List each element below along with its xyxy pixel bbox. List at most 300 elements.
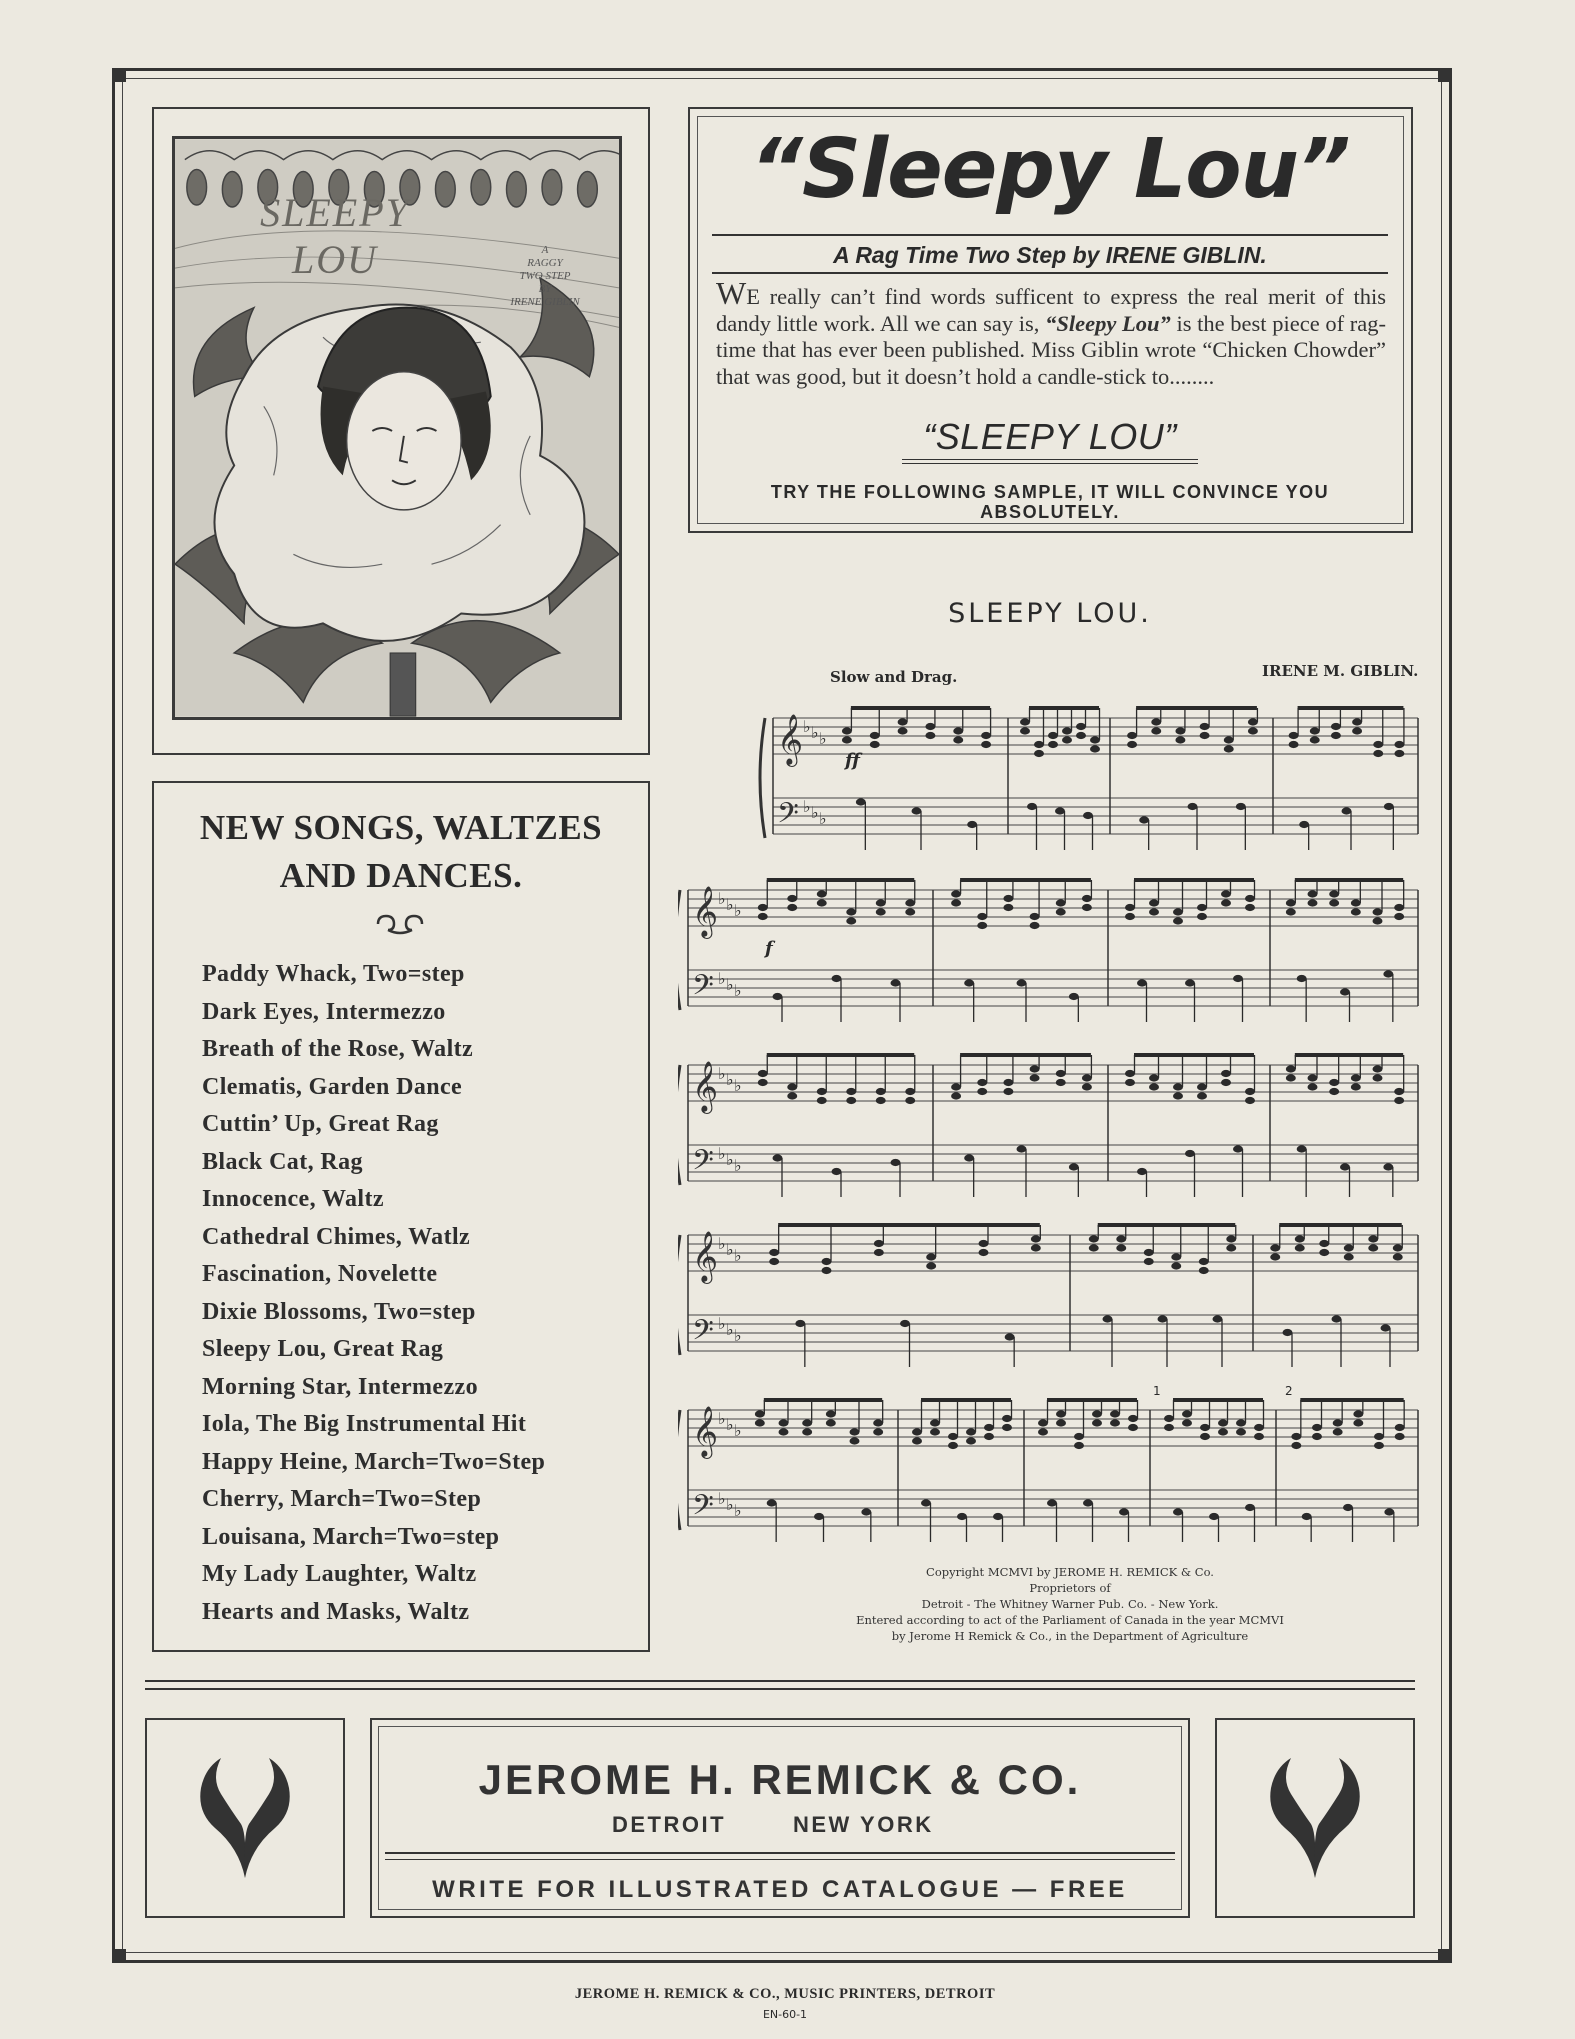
flat-icon: ♭ bbox=[726, 1150, 734, 1169]
note-head bbox=[966, 1428, 976, 1435]
catalog-item: Black Cat, Rag bbox=[202, 1148, 363, 1175]
note-head bbox=[951, 890, 961, 897]
corner-ornament bbox=[1438, 1949, 1452, 1963]
note-head bbox=[822, 1258, 832, 1265]
note-head bbox=[1384, 803, 1394, 810]
note-head bbox=[1069, 1163, 1079, 1170]
note-head bbox=[925, 723, 935, 730]
note-head bbox=[1197, 904, 1207, 911]
note-beam bbox=[1279, 1223, 1402, 1227]
note-head bbox=[1090, 736, 1100, 743]
note-head bbox=[1373, 917, 1383, 924]
note-head bbox=[1233, 1145, 1243, 1152]
note-head bbox=[921, 1499, 931, 1506]
note-head bbox=[1283, 1329, 1293, 1336]
note-head bbox=[1002, 1415, 1012, 1422]
catalog-item: Paddy Whack, Two=step bbox=[202, 961, 465, 987]
note-head bbox=[1351, 899, 1361, 906]
copyright-line: Detroit - The Whitney Warner Pub. Co. - New York. bbox=[921, 1597, 1219, 1611]
note-head bbox=[1171, 1262, 1181, 1269]
note-head bbox=[1286, 899, 1296, 906]
note-head bbox=[1110, 1410, 1120, 1417]
cover-subtitle bbox=[490, 244, 600, 309]
note-head bbox=[873, 1428, 883, 1435]
flat-icon: ♭ bbox=[718, 1314, 726, 1333]
bass-clef-icon: 𝄢 bbox=[692, 969, 714, 1009]
note-head bbox=[1144, 1249, 1154, 1256]
note-head bbox=[1003, 1088, 1013, 1095]
note-head bbox=[912, 807, 922, 814]
note-head bbox=[1116, 1235, 1126, 1242]
flat-icon: ♭ bbox=[734, 1501, 742, 1520]
note-head bbox=[1353, 1410, 1363, 1417]
flat-icon: ♭ bbox=[734, 1156, 742, 1175]
flat-icon: ♭ bbox=[734, 1076, 742, 1095]
ad-body-text: E really can’t find words sufficent to express the real merit of this dandy little work. All we can say is, bbox=[716, 284, 1386, 336]
note-head bbox=[1297, 975, 1307, 982]
note-head bbox=[905, 899, 915, 906]
note-head bbox=[1197, 1092, 1207, 1099]
note-head bbox=[1034, 750, 1044, 757]
note-head bbox=[874, 1240, 884, 1247]
note-head bbox=[1200, 723, 1210, 730]
note-head bbox=[1062, 727, 1072, 734]
note-head bbox=[850, 1437, 860, 1444]
note-head bbox=[1383, 970, 1393, 977]
note-head bbox=[1119, 1508, 1129, 1515]
note-head bbox=[977, 1088, 987, 1095]
note-head bbox=[1286, 1074, 1296, 1081]
note-head bbox=[1254, 1424, 1264, 1431]
note-head bbox=[1038, 1428, 1048, 1435]
note-head bbox=[1312, 1433, 1322, 1440]
note-head bbox=[1083, 812, 1093, 819]
note-head bbox=[846, 908, 856, 915]
flat-icon: ♭ bbox=[811, 723, 819, 742]
note-head bbox=[1173, 917, 1183, 924]
flat-icon: ♭ bbox=[718, 1234, 726, 1253]
note-head bbox=[779, 1419, 789, 1426]
note-head bbox=[977, 913, 987, 920]
note-beam bbox=[1173, 1398, 1263, 1402]
scroll-ornament-icon bbox=[372, 912, 428, 936]
note-head bbox=[779, 1428, 789, 1435]
note-head bbox=[787, 895, 797, 902]
note-head bbox=[1200, 1433, 1210, 1440]
note-head bbox=[1182, 1419, 1192, 1426]
note-head bbox=[817, 890, 827, 897]
note-head bbox=[1031, 1244, 1041, 1251]
copyright-notice bbox=[760, 1564, 1380, 1644]
note-head bbox=[1331, 723, 1341, 730]
composer: IRENE M. GIBLIN. bbox=[1262, 662, 1419, 680]
tempo-marking: Slow and Drag. bbox=[830, 668, 958, 686]
flat-icon: ♭ bbox=[718, 1144, 726, 1163]
note-head bbox=[773, 993, 783, 1000]
flat-icon: ♭ bbox=[734, 1421, 742, 1440]
note-head bbox=[1289, 741, 1299, 748]
copyright-line: Copyright MCMVI by JEROME H. REMICK & Co. bbox=[926, 1565, 1214, 1579]
note-head bbox=[1003, 1079, 1013, 1086]
note-head bbox=[1164, 1415, 1174, 1422]
note-beam bbox=[767, 1053, 915, 1057]
note-head bbox=[1062, 736, 1072, 743]
note-head bbox=[787, 1083, 797, 1090]
note-head bbox=[758, 904, 768, 911]
note-head bbox=[1048, 732, 1058, 739]
treble-clef-icon: 𝄞 bbox=[692, 1406, 719, 1457]
note-head bbox=[876, 908, 886, 915]
note-head bbox=[832, 1168, 842, 1175]
note-head bbox=[1312, 1424, 1322, 1431]
note-head bbox=[1125, 913, 1135, 920]
ad-title: “Sleepy Lou” bbox=[750, 122, 1350, 217]
note-head bbox=[1353, 1419, 1363, 1426]
note-head bbox=[951, 899, 961, 906]
note-head bbox=[1224, 745, 1234, 752]
note-head bbox=[1218, 1428, 1228, 1435]
note-head bbox=[1340, 1163, 1350, 1170]
note-head bbox=[1226, 1235, 1236, 1242]
note-head bbox=[925, 732, 935, 739]
note-head bbox=[1020, 718, 1030, 725]
note-head bbox=[912, 1437, 922, 1444]
note-head bbox=[1373, 1074, 1383, 1081]
note-head bbox=[1254, 1433, 1264, 1440]
note-head bbox=[1344, 1244, 1354, 1251]
note-head bbox=[1394, 913, 1404, 920]
note-head bbox=[856, 798, 866, 805]
note-head bbox=[769, 1258, 779, 1265]
note-head bbox=[850, 1428, 860, 1435]
flat-icon: ♭ bbox=[726, 1320, 734, 1339]
note-head bbox=[767, 1499, 777, 1506]
note-head bbox=[1158, 1315, 1168, 1322]
note-head bbox=[876, 1097, 886, 1104]
note-beam bbox=[1298, 706, 1404, 710]
note-head bbox=[873, 1419, 883, 1426]
note-head bbox=[1308, 890, 1318, 897]
note-head bbox=[802, 1419, 812, 1426]
city-detroit: DETROIT bbox=[612, 1812, 727, 1837]
note-head bbox=[1182, 1410, 1192, 1417]
note-head bbox=[1092, 1419, 1102, 1426]
note-head bbox=[1344, 1253, 1354, 1260]
note-head bbox=[1125, 1079, 1135, 1086]
note-head bbox=[993, 1513, 1003, 1520]
note-head bbox=[1221, 899, 1231, 906]
flat-icon: ♭ bbox=[726, 1415, 734, 1434]
flat-icon: ♭ bbox=[734, 981, 742, 1000]
cover-subtitle-line: IRENE GIBLIN bbox=[510, 296, 580, 308]
flat-icon: ♭ bbox=[718, 1409, 726, 1428]
note-head bbox=[842, 727, 852, 734]
note-beam bbox=[1134, 1053, 1254, 1057]
note-head bbox=[1074, 1442, 1084, 1449]
ad-body-text: is the best piece of rag-time that has ever been published. Miss Giblin wrote “Chicken Chowder” that was good, but it doesn’t hold a candle-stick to........ bbox=[716, 310, 1387, 389]
note-head bbox=[1224, 736, 1234, 743]
flat-icon: ♭ bbox=[819, 729, 827, 748]
note-head bbox=[1056, 1419, 1066, 1426]
note-head bbox=[1056, 1410, 1066, 1417]
note-head bbox=[1308, 1074, 1318, 1081]
note-head bbox=[1151, 718, 1161, 725]
note-head bbox=[1394, 904, 1404, 911]
copyright-line: Proprietors of bbox=[1029, 1581, 1111, 1595]
note-head bbox=[1308, 1083, 1318, 1090]
note-head bbox=[1384, 1508, 1394, 1515]
note-head bbox=[1164, 1424, 1174, 1431]
note-head bbox=[979, 1240, 989, 1247]
note-head bbox=[1236, 803, 1246, 810]
flat-icon: ♭ bbox=[726, 975, 734, 994]
note-head bbox=[1245, 895, 1255, 902]
note-head bbox=[1127, 741, 1137, 748]
note-head bbox=[1221, 1079, 1231, 1086]
note-head bbox=[977, 1079, 987, 1086]
note-head bbox=[1003, 904, 1013, 911]
note-head bbox=[981, 741, 991, 748]
note-head bbox=[1248, 727, 1258, 734]
note-head bbox=[1020, 727, 1030, 734]
double-rule bbox=[902, 459, 1198, 464]
note-head bbox=[1005, 1333, 1015, 1340]
note-head bbox=[1209, 1513, 1219, 1520]
note-head bbox=[1233, 975, 1243, 982]
note-head bbox=[891, 979, 901, 986]
note-head bbox=[1373, 1065, 1383, 1072]
cover-title: SLEEPY LOU bbox=[260, 190, 410, 282]
note-head bbox=[1245, 1504, 1255, 1511]
note-beam bbox=[960, 878, 1091, 882]
note-head bbox=[1048, 741, 1058, 748]
corner-ornament bbox=[1438, 68, 1452, 82]
city-new-york: NEW YORK bbox=[793, 1812, 934, 1837]
note-head bbox=[1082, 895, 1092, 902]
note-head bbox=[870, 732, 880, 739]
note-head bbox=[1286, 908, 1296, 915]
note-head bbox=[1082, 1083, 1092, 1090]
note-head bbox=[1200, 732, 1210, 739]
note-head bbox=[1082, 904, 1092, 911]
note-head bbox=[1069, 993, 1079, 1000]
note-beam bbox=[764, 1398, 882, 1402]
catalog-item: Cherry, March=Two=Step bbox=[202, 1486, 482, 1512]
note-head bbox=[1295, 1235, 1305, 1242]
note-head bbox=[874, 1249, 884, 1256]
music-title: SLEEPY LOU. bbox=[948, 598, 1152, 629]
note-head bbox=[1374, 1433, 1384, 1440]
catalogue-offer: WRITE FOR ILLUSTRATED CATALOGUE — FREE bbox=[432, 1876, 1128, 1903]
note-head bbox=[1291, 1442, 1301, 1449]
catalog-item: Cathedral Chimes, Watlz bbox=[202, 1223, 471, 1250]
note-head bbox=[758, 1070, 768, 1077]
note-head bbox=[1351, 1083, 1361, 1090]
note-head bbox=[1395, 1424, 1405, 1431]
note-head bbox=[1245, 904, 1255, 911]
flat-icon: ♭ bbox=[819, 809, 827, 828]
note-head bbox=[787, 904, 797, 911]
note-head bbox=[905, 1088, 915, 1095]
ad-highlight: “SLEEPY LOU” bbox=[923, 416, 1177, 457]
note-head bbox=[1351, 908, 1361, 915]
note-head bbox=[967, 821, 977, 828]
note-head bbox=[1197, 1083, 1207, 1090]
note-head bbox=[1394, 1097, 1404, 1104]
system-brace bbox=[678, 1410, 680, 1530]
catalog-item: Clematis, Garden Dance bbox=[202, 1073, 463, 1100]
note-head bbox=[1185, 979, 1195, 986]
note-head bbox=[876, 899, 886, 906]
note-head bbox=[948, 1433, 958, 1440]
note-head bbox=[1034, 741, 1044, 748]
note-head bbox=[912, 1428, 922, 1435]
note-head bbox=[1038, 1419, 1048, 1426]
note-head bbox=[1299, 821, 1309, 828]
note-head bbox=[1340, 988, 1350, 995]
note-head bbox=[891, 1159, 901, 1166]
flat-icon: ♭ bbox=[803, 717, 811, 736]
system-brace bbox=[678, 890, 680, 1010]
system-brace bbox=[760, 718, 765, 838]
note-head bbox=[1149, 899, 1159, 906]
cover-subtitle-line: BY bbox=[538, 283, 552, 295]
double-rule bbox=[385, 1852, 1175, 1860]
note-head bbox=[846, 1088, 856, 1095]
note-head bbox=[1342, 807, 1352, 814]
note-head bbox=[758, 913, 768, 920]
note-beam bbox=[1295, 878, 1403, 882]
note-beam bbox=[767, 878, 915, 882]
note-head bbox=[1090, 745, 1100, 752]
treble-clef-icon: 𝄞 bbox=[777, 714, 804, 765]
note-head bbox=[1308, 899, 1318, 906]
note-head bbox=[1333, 1419, 1343, 1426]
note-head bbox=[1332, 1315, 1342, 1322]
flat-icon: ♭ bbox=[726, 1240, 734, 1259]
note-head bbox=[1030, 1074, 1040, 1081]
note-head bbox=[981, 732, 991, 739]
note-head bbox=[1310, 727, 1320, 734]
flat-icon: ♭ bbox=[726, 1070, 734, 1089]
note-head bbox=[1030, 1065, 1040, 1072]
note-head bbox=[1199, 1258, 1209, 1265]
catalog-item: Fascination, Novelette bbox=[202, 1261, 438, 1287]
note-beam bbox=[1134, 878, 1254, 882]
note-head bbox=[1236, 1419, 1246, 1426]
note-head bbox=[1137, 979, 1147, 986]
flat-icon: ♭ bbox=[811, 803, 819, 822]
note-head bbox=[826, 1410, 836, 1417]
first-ending: 1 bbox=[1153, 1384, 1161, 1398]
flat-icon: ♭ bbox=[803, 797, 811, 816]
note-head bbox=[755, 1410, 765, 1417]
second-ending: 2 bbox=[1285, 1384, 1293, 1398]
note-head bbox=[984, 1424, 994, 1431]
note-head bbox=[1245, 1097, 1255, 1104]
bass-clef-icon: 𝄢 bbox=[692, 1314, 714, 1354]
flat-icon: ♭ bbox=[734, 1326, 742, 1345]
note-beam bbox=[1098, 1223, 1236, 1227]
note-head bbox=[1116, 1244, 1126, 1251]
note-head bbox=[1056, 1079, 1066, 1086]
note-head bbox=[964, 979, 974, 986]
note-head bbox=[1331, 732, 1341, 739]
note-head bbox=[1151, 727, 1161, 734]
catalog-item: Dark Eyes, Intermezzo bbox=[202, 998, 446, 1025]
note-head bbox=[1017, 1145, 1027, 1152]
note-head bbox=[1291, 1433, 1301, 1440]
note-head bbox=[1302, 1513, 1312, 1520]
note-head bbox=[870, 741, 880, 748]
note-head bbox=[1319, 1240, 1329, 1247]
footer-rule bbox=[145, 1680, 1415, 1690]
note-head bbox=[1056, 899, 1066, 906]
catalog-item: Morning Star, Intermezzo bbox=[202, 1373, 478, 1400]
note-head bbox=[1295, 1244, 1305, 1251]
note-head bbox=[1076, 723, 1086, 730]
note-head bbox=[900, 1320, 910, 1327]
note-head bbox=[795, 1320, 805, 1327]
note-beam bbox=[1029, 706, 1099, 710]
sheet-music bbox=[678, 700, 1428, 1560]
note-beam bbox=[778, 1223, 1040, 1227]
note-head bbox=[1185, 1150, 1195, 1157]
note-head bbox=[1149, 1074, 1159, 1081]
catalog-item: Iola, The Big Instrumental Hit bbox=[202, 1411, 527, 1437]
note-head bbox=[1221, 1070, 1231, 1077]
note-head bbox=[951, 1092, 961, 1099]
note-head bbox=[846, 1097, 856, 1104]
bass-clef-icon: 𝄢 bbox=[777, 797, 799, 837]
note-head bbox=[1329, 890, 1339, 897]
system-brace bbox=[678, 1065, 680, 1185]
note-head bbox=[1139, 816, 1149, 823]
flat-icon: ♭ bbox=[718, 1489, 726, 1508]
treble-clef-icon: 𝄞 bbox=[692, 1061, 719, 1112]
note-head bbox=[1188, 803, 1198, 810]
note-head bbox=[1056, 908, 1066, 915]
flat-icon: ♭ bbox=[718, 1064, 726, 1083]
note-head bbox=[1092, 1410, 1102, 1417]
catalog-item: Cuttin’ Up, Great Rag bbox=[202, 1111, 439, 1137]
note-head bbox=[1110, 1419, 1120, 1426]
bass-clef-icon: 𝄢 bbox=[692, 1489, 714, 1529]
note-head bbox=[1393, 1244, 1403, 1251]
note-head bbox=[1368, 1244, 1378, 1251]
note-head bbox=[1329, 1079, 1339, 1086]
catalog-item: Hearts and Masks, Waltz bbox=[202, 1598, 470, 1625]
flat-icon: ♭ bbox=[726, 1495, 734, 1514]
note-head bbox=[773, 1154, 783, 1161]
cover-subtitle-line: RAGGY bbox=[527, 257, 563, 269]
note-head bbox=[758, 1079, 768, 1086]
note-head bbox=[1137, 1168, 1147, 1175]
note-head bbox=[1329, 899, 1339, 906]
note-head bbox=[802, 1428, 812, 1435]
note-head bbox=[1381, 1324, 1391, 1331]
note-head bbox=[953, 736, 963, 743]
divider bbox=[712, 234, 1388, 236]
note-head bbox=[822, 1267, 832, 1274]
note-head bbox=[1352, 718, 1362, 725]
note-head bbox=[930, 1428, 940, 1435]
note-head bbox=[1103, 1315, 1113, 1322]
flat-icon: ♭ bbox=[726, 895, 734, 914]
note-head bbox=[1270, 1244, 1280, 1251]
note-head bbox=[1127, 732, 1137, 739]
music-score bbox=[678, 700, 1428, 1560]
